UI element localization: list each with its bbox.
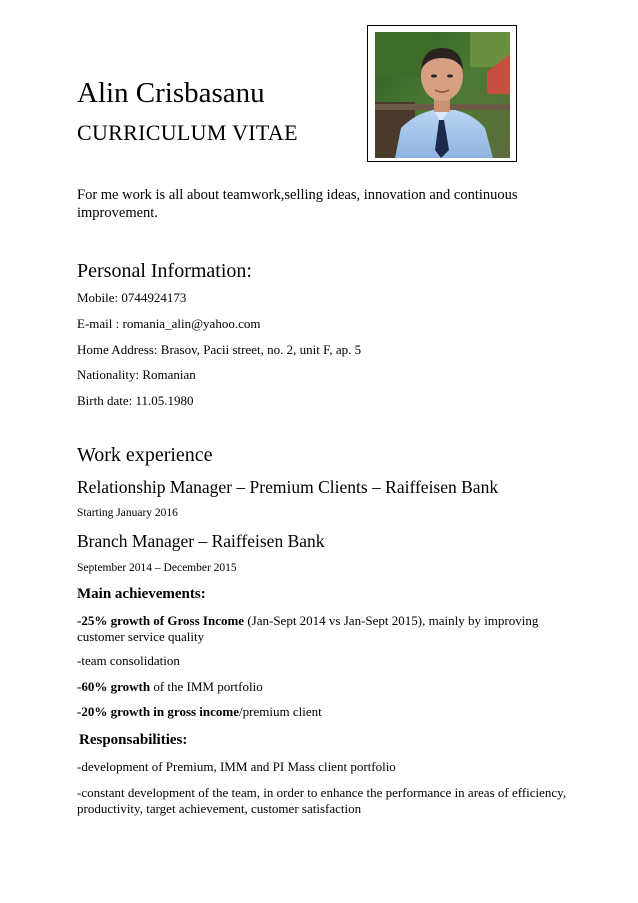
responsibilities-heading: Responsabilities: [79, 732, 188, 748]
achievement-highlight: -60% growth [77, 679, 151, 694]
achievement-item [77, 704, 567, 720]
birth-date-line: Birth date: 11.05.1980 [77, 393, 194, 408]
mobile-line: Mobile: 0744924173 [77, 290, 187, 305]
achievement-item: -team consolidation [77, 653, 180, 668]
email-line: E-mail : romania_alin@yahoo.com [77, 316, 261, 331]
profile-photo [367, 25, 517, 162]
job-period-1: Starting January 2016 [77, 507, 178, 519]
personal-info-heading: Personal Information: [77, 260, 252, 282]
document-title: CURRICULUM VITAE [77, 120, 298, 145]
portrait-image [375, 32, 510, 158]
achievement-item [77, 679, 567, 695]
work-experience-heading: Work experience [77, 444, 213, 466]
achievement-highlight: -20% growth in gross income [77, 704, 240, 719]
responsibility-item: -development of Premium, IMM and PI Mass client portfolio [77, 759, 396, 774]
achievement-text: /premium client [239, 704, 322, 719]
achievement-text: of the IMM portfolio [150, 679, 263, 694]
achievement-highlight: -25% growth of Gross Income [77, 613, 245, 628]
job-title-relationship-manager: Relationship Manager – Premium Clients – Raiffeisen Bank [77, 477, 499, 497]
achievement-text: (Jan-Sept 2014 vs Jan-Sept 2015), mainly by improving customer service quality [77, 613, 539, 644]
job-title-branch-manager: Branch Manager – Raiffeisen Bank [77, 531, 325, 551]
main-achievements-heading: Main achievements: [77, 586, 206, 602]
responsibility-item: -constant development of the team, in order to enhance the performance in areas of efficiency, productivity, target achievement, customer satisfaction [77, 785, 567, 816]
candidate-name: Alin Crisbasanu [77, 77, 265, 109]
nationality-line: Nationality: Romanian [77, 367, 196, 382]
address-line: Home Address: Brasov, Pacii street, no. 2, unit F, ap. 5 [77, 342, 362, 357]
intro-statement: For me work is all about teamwork,selling ideas, innovation and continuous improvement. [77, 187, 518, 221]
achievement-item [77, 613, 567, 645]
job-period-2: September 2014 – December 2015 [77, 562, 237, 574]
